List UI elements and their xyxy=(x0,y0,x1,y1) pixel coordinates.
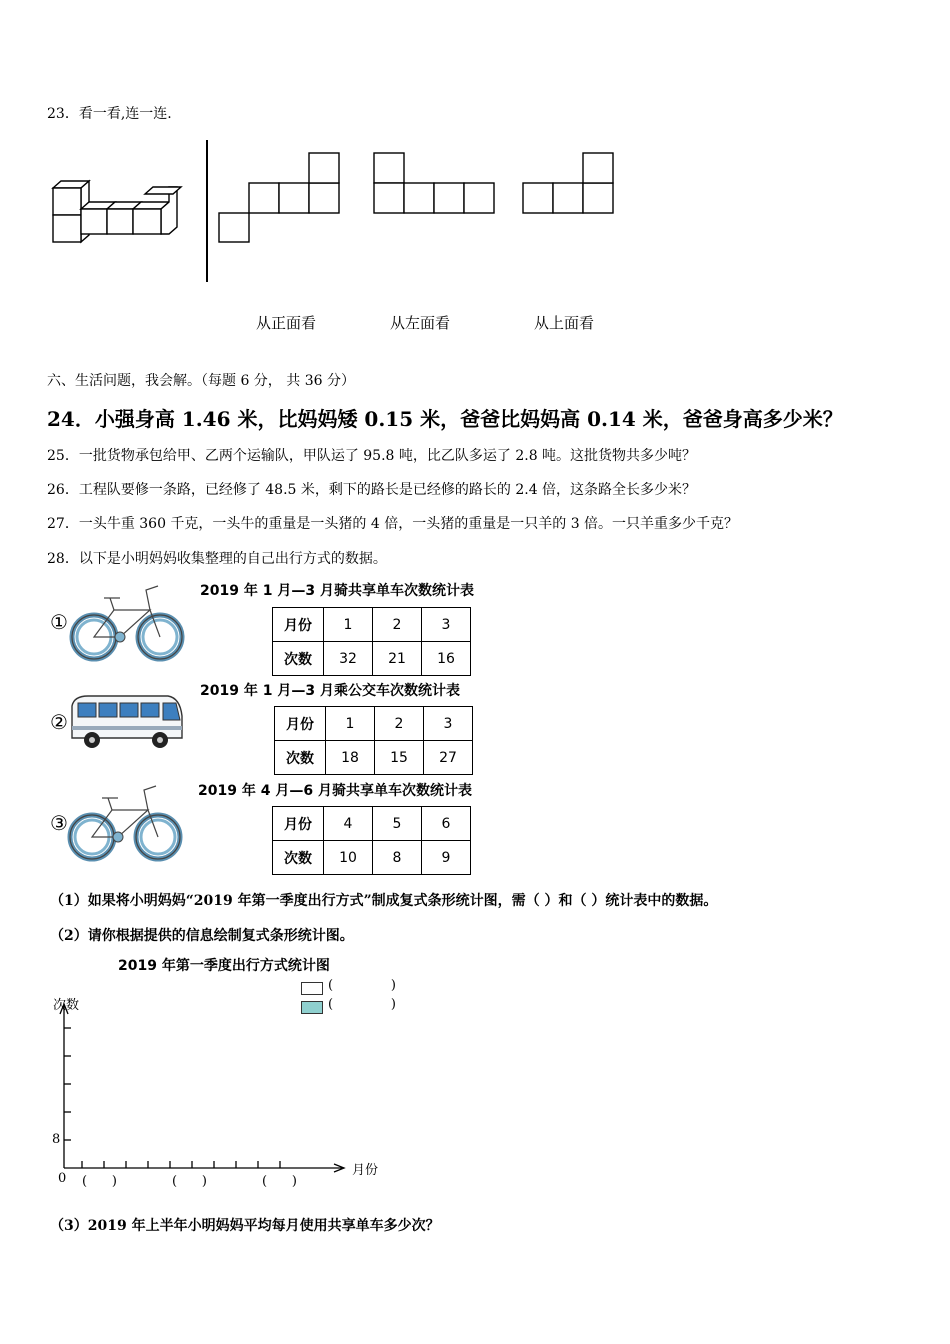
chart-ylabel: 次数 xyxy=(53,998,80,1013)
cell: 8 xyxy=(373,841,422,875)
row-label-month: 月份 xyxy=(275,707,326,741)
cell: 1 xyxy=(326,707,375,741)
cell: 27 xyxy=(424,741,473,775)
q25-text: 25．一批货物承包给甲、乙两个运输队，甲队运了 95.8 吨，比乙队多运了 2.8 吨。这批货物共多少吨？ xyxy=(47,448,697,464)
cell: 9 xyxy=(422,841,471,875)
marker-2: ② xyxy=(50,710,68,734)
table-3-title: 2019 年 4 月—6 月骑共享单车次数统计表 xyxy=(198,783,472,799)
chart-title: 2019 年第一季度出行方式统计图 xyxy=(118,958,330,974)
cell: 21 xyxy=(373,642,422,676)
row-label-count: 次数 xyxy=(273,841,324,875)
q23-label: 23．看一看,连一连. xyxy=(47,106,172,122)
row-label-month: 月份 xyxy=(273,807,324,841)
cell: 4 xyxy=(324,807,373,841)
cell: 32 xyxy=(324,642,373,676)
view-label-left[interactable]: 从左面看 xyxy=(390,314,451,332)
chart-ytick-label: 8 xyxy=(52,1132,61,1147)
row-label-count: 次数 xyxy=(273,642,324,676)
cell: 3 xyxy=(422,608,471,642)
cell: 5 xyxy=(373,807,422,841)
legend-label-1[interactable]: ( ) xyxy=(328,978,396,993)
cell: 18 xyxy=(326,741,375,775)
x-category-label[interactable]: ( ) xyxy=(82,1174,117,1189)
row-label-count: 次数 xyxy=(275,741,326,775)
cell: 6 xyxy=(422,807,471,841)
cell: 15 xyxy=(375,741,424,775)
marker-3: ③ xyxy=(50,811,68,835)
table-1-title: 2019 年 1 月—3 月骑共享单车次数统计表 xyxy=(200,583,474,599)
q28-sub3: （3）2019 年上半年小明妈妈平均每月使用共享单车多少次？ xyxy=(50,1218,440,1234)
x-category-label[interactable]: ( ) xyxy=(172,1174,207,1189)
chart-xlabel: 月份 xyxy=(352,1163,379,1178)
table-2-title: 2019 年 1 月—3 月乘公交车次数统计表 xyxy=(200,683,460,699)
legend-label-2[interactable]: ( ) xyxy=(328,997,396,1012)
row-label-month: 月份 xyxy=(273,608,324,642)
view-label-top[interactable]: 从上面看 xyxy=(534,314,595,332)
q26-text: 26．工程队要修一条路，已经修了 48.5 米，剩下的路长是已经修的路长的 2.4 倍，这条路全长多少米？ xyxy=(47,482,697,498)
marker-1: ① xyxy=(50,610,68,634)
cell: 2 xyxy=(373,608,422,642)
q27-text: 27．一头牛重 360 千克，一头牛的重量是一头猪的 4 倍，一头猪的重量是一只羊的 3 倍。一只羊重多少千克？ xyxy=(47,516,739,532)
q28-text: 28．以下是小明妈妈收集整理的自己出行方式的数据。 xyxy=(47,551,387,567)
section-six-heading: 六、生活问题，我会解。（每题 6 分， 共 36 分） xyxy=(47,373,355,389)
cell: 3 xyxy=(424,707,473,741)
view-label-front[interactable]: 从正面看 xyxy=(256,314,317,332)
q24-text: 24．小强身高 1.46 米，比妈妈矮 0.15 米，爸爸比妈妈高 0.14 米，爸爸身高多少米？ xyxy=(47,407,843,431)
q28-sub1: （1）如果将小明妈妈“2019 年第一季度出行方式”制成复式条形统计图，需（ ）和（ ）统计表中的数据。 xyxy=(50,893,718,909)
cell: 1 xyxy=(324,608,373,642)
cell: 2 xyxy=(375,707,424,741)
cell: 10 xyxy=(324,841,373,875)
x-category-label[interactable]: ( ) xyxy=(262,1174,297,1189)
cell: 16 xyxy=(422,642,471,676)
q28-sub2: （2）请你根据提供的信息绘制复式条形统计图。 xyxy=(50,928,354,944)
chart-origin: 0 xyxy=(58,1171,67,1186)
